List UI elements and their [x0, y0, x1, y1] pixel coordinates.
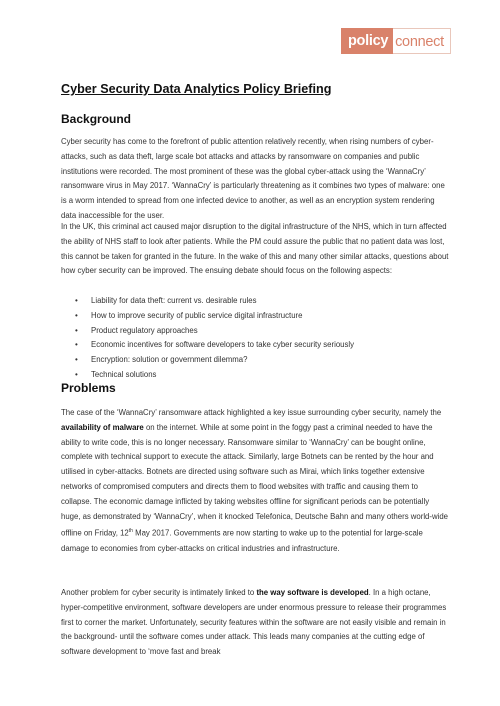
list-item: • Technical solutions — [61, 368, 449, 383]
bullet-icon: • — [75, 310, 78, 320]
bullet-icon: • — [75, 325, 78, 335]
background-paragraph-2: In the UK, this criminal act caused major disruption to the digital infrastructure of the NHS, which in turn affected the ability of NHS staff to look after patients. While the PM could assure the public that no patient data was lost, this cannot be taken for granted in the future. In the wake of this and many other similar attacks, questions about how cyber security can be improved. The ensuing debate should focus on the following aspects: — [61, 222, 449, 276]
problems-paragraph-1: The case of the ‘WannaCry’ ransomware attack highlighted a key issue surrounding cyber security, namely the availability of malware on the internet. While at some point in the foggy past a criminal needed to have the ability to write code, this is no longer necessary. Ransomware similar to ‘WannaCry’ can be bought online, complete with technical support to execute the attack. Similarly, large Botnets can be rented by the hour and utilised in cyber-attacks. Botnets are directed using software such as Mirai, which links together extensive networks of compromised computers and directs them to flood websites with traffic and causing them to collapse. The economic damage inflicted by taking websites offline for significant periods can be potentially huge, as demonstrated by ‘WannaCry’, when it knocked Telefonica, Deutsche Bahn and many others world-wide offline on Friday, 12th May 2017. Governments are now starting to wake up to the potential for large-scale damage to economies from cyber-attacks on critical industries and infrastructure. — [61, 408, 449, 553]
list-item: • Product regulatory approaches — [61, 324, 449, 339]
bullet-icon: • — [75, 340, 78, 350]
emphasis-software-development: the way software is developed — [256, 588, 369, 597]
list-item: • Economic incentives for software developers to take cyber security seriously — [61, 338, 449, 353]
aspects-list — [61, 294, 449, 383]
list-item: • How to improve security of public service digital infrastructure — [61, 309, 449, 324]
bullet-icon: • — [75, 369, 78, 379]
logo-part-policy: policy — [341, 28, 393, 54]
bullet-icon: • — [75, 355, 78, 365]
logo-part-connect: connect — [393, 28, 451, 54]
bullet-icon: • — [75, 296, 78, 305]
problems-paragraph-2: Another problem for cyber security is intimately linked to the way software is developed. In a high octane, hyper-competitive environment, software developers are under enormous pressure to release their programmes first to corner the market. Unfortunately, security features within the software are not easily visible and remain in the background- until the software comes under attack. This leads many companies at the cutting edge of software development to ‘move fast and break — [61, 588, 447, 657]
policy-connect-logo — [341, 28, 451, 54]
background-paragraph-1: Cyber security has come to the forefront of public attention relatively recently, when rising numbers of cyber-attacks, such as data theft, large scale bot attacks and attacks by ransomware on companies and public institutions were recorded. The most prominent of these was the global cyber-attack using the ‘WannaCry’ ransomware virus in May 2017. ‘WannaCry’ is particularly threatening as it combines two types of malware: one is a worm intended to spread from one infected device to another, as well as an encryption system rendering data inaccessible for the user. — [61, 137, 445, 220]
list-item: • Encryption: solution or government dilemma? — [61, 353, 449, 368]
list-item: • Liability for data theft: current vs. desirable rules — [61, 294, 449, 309]
document-title: Cyber Security Data Analytics Policy Briefing — [61, 82, 332, 96]
problems-heading: Problems — [61, 381, 116, 395]
emphasis-availability-of-malware: availability of malware — [61, 422, 144, 432]
background-heading: Background — [61, 112, 132, 126]
